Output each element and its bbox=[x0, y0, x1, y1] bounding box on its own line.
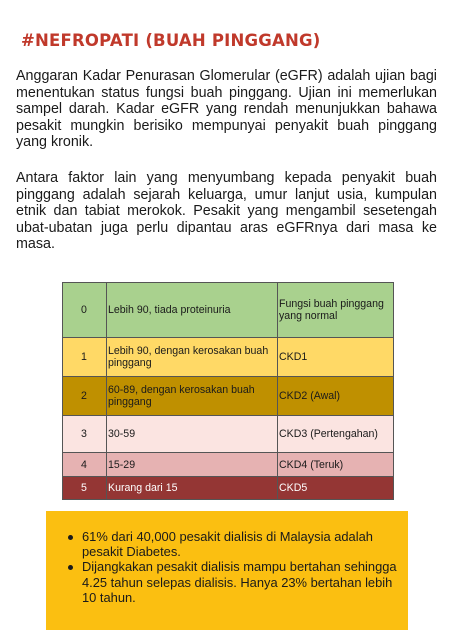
egfr-range-cell: 60-89, dengan kerosakan buah pinggang bbox=[107, 377, 278, 416]
ckd-stage-table bbox=[62, 282, 394, 500]
dialysis-facts-box bbox=[46, 511, 408, 630]
egfr-intro-paragraph: Anggaran Kadar Penurasan Glomerular (eGFR) adalah ujian bagi menentukan status fungsi buah pinggang. Ujian ini memerlukan sampel darah. Kadar eGFR yang rendah menunjukkan bahawa pesakit mungkin berisiko mempunyai penyakit buah pinggang yang kronik. bbox=[16, 68, 437, 150]
fact-text: Dijangkakan pesakit dialisis mampu bertahan sehingga 4.25 tahun selepas dialisis. Hanya 23% bertahan lebih 10 tahun. bbox=[82, 559, 397, 605]
fact-text: 61% dari 40,000 pesakit dialisis di Malaysia adalah pesakit Diabetes. bbox=[82, 529, 373, 560]
kidney-status-cell: Fungsi buah pinggang yang normal bbox=[278, 283, 394, 338]
stage-number-cell: 5 bbox=[63, 477, 107, 500]
kidney-status-cell: CKD2 (Awal) bbox=[278, 377, 394, 416]
dialysis-facts-list bbox=[68, 529, 404, 605]
stage-number-cell: 0 bbox=[63, 283, 107, 338]
table-row bbox=[63, 477, 394, 500]
stage-number-cell: 2 bbox=[63, 377, 107, 416]
table-row bbox=[63, 338, 394, 377]
stage-number-cell: 1 bbox=[63, 338, 107, 377]
egfr-range-cell: Lebih 90, dengan kerosakan buah pinggang bbox=[107, 338, 278, 377]
risk-factors-paragraph: Antara faktor lain yang menyumbang kepada penyakit buah pinggang adalah sejarah keluarga, umur lanjut usia, kumpulan etnik dan tabiat merokok. Pesakit yang mengambil sesetengah ubat-ubatan juga perlu dipantau aras eGFRnya dari masa ke masa. bbox=[16, 170, 437, 252]
stage-number-cell: 4 bbox=[63, 453, 107, 477]
list-item bbox=[68, 529, 404, 559]
table-row bbox=[63, 416, 394, 453]
stage-number-cell: 3 bbox=[63, 416, 107, 453]
egfr-range-cell: 30-59 bbox=[107, 416, 278, 453]
egfr-range-cell: Kurang dari 15 bbox=[107, 477, 278, 500]
list-item bbox=[68, 559, 404, 605]
egfr-range-cell: Lebih 90, tiada proteinuria bbox=[107, 283, 278, 338]
table-row bbox=[63, 283, 394, 338]
kidney-status-cell: CKD5 bbox=[278, 477, 394, 500]
table-row bbox=[63, 453, 394, 477]
kidney-status-cell: CKD3 (Pertengahan) bbox=[278, 416, 394, 453]
kidney-status-cell: CKD4 (Teruk) bbox=[278, 453, 394, 477]
page-title: #NEFROPATI (BUAH PINGGANG) bbox=[21, 31, 321, 50]
egfr-range-cell: 15-29 bbox=[107, 453, 278, 477]
table-row bbox=[63, 377, 394, 416]
bullet-icon bbox=[68, 535, 73, 540]
bullet-icon bbox=[68, 565, 73, 570]
kidney-status-cell: CKD1 bbox=[278, 338, 394, 377]
